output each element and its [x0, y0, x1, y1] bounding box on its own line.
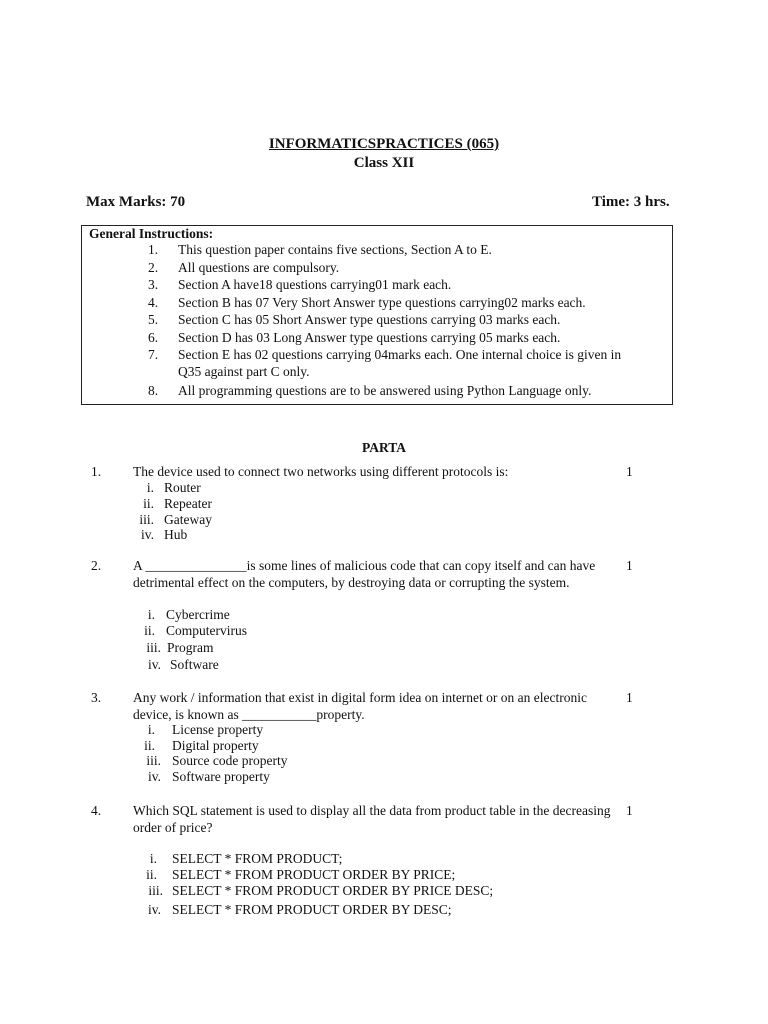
option-number: i. [147, 722, 155, 737]
question-number: 4. [91, 803, 102, 818]
instruction-text: Section C has 05 Short Answer type questions carrying 03 marks each. [178, 312, 561, 327]
instruction-text: Section B has 07 Very Short Answer type questions carrying02 marks each. [178, 295, 586, 310]
instruction-number: 5. [148, 312, 159, 327]
option-number: iv. [148, 657, 161, 672]
question-text: Any work / information that exist in digital form idea on internet or on an electronic device, is known as ___________property. [133, 690, 588, 722]
option-text: Computervirus [166, 623, 247, 638]
instruction-number: 3. [148, 277, 159, 292]
option [133, 769, 270, 785]
option [133, 607, 230, 623]
option [133, 753, 287, 769]
option-number: i. [149, 851, 157, 866]
option [133, 623, 247, 639]
option [133, 496, 212, 512]
option-text: Software property [172, 769, 270, 784]
question-marks: 1 [626, 464, 633, 479]
instruction-number: 2. [148, 260, 159, 275]
option [133, 512, 212, 528]
instruction-text: Section D has 03 Long Answer type questions carrying 05 marks each. [178, 330, 561, 345]
option [133, 867, 455, 883]
option [133, 851, 342, 867]
option-text: Repeater [164, 496, 212, 511]
instruction-text: Section E has 02 questions carrying 04marks each. One internal choice is given in Q35 against part C only. [178, 347, 622, 379]
option-text: Digital property [172, 738, 259, 753]
instruction-number: 1. [148, 242, 159, 257]
option-number: ii. [143, 496, 154, 511]
option-number: i. [147, 607, 155, 622]
max-marks: Max Marks: 70 [86, 194, 186, 210]
instruction-item [148, 311, 668, 328]
instruction-text: All questions are compulsory. [178, 260, 340, 275]
option-text: Router [164, 480, 201, 495]
question-text: Which SQL statement is used to display all the data from product table in the decreasing order of price? [133, 803, 611, 835]
instruction-text: Section A have18 questions carrying01 mark each. [178, 277, 452, 292]
option [133, 640, 214, 656]
option-number: iv. [148, 769, 161, 784]
option-text: Cybercrime [166, 607, 230, 622]
option-text: SELECT * FROM PRODUCT ORDER BY DESC; [172, 902, 452, 917]
option-number: iii. [146, 640, 161, 655]
question-marks: 1 [626, 803, 633, 818]
instruction-item [148, 346, 668, 379]
option-text: License property [172, 722, 264, 737]
option-number: i. [146, 480, 154, 495]
time-allowed: Time: 3 hrs. [592, 194, 670, 210]
instruction-item [148, 259, 668, 276]
option [133, 738, 259, 754]
instruction-number: 7. [148, 347, 159, 362]
option [133, 883, 493, 899]
instruction-item [148, 241, 668, 258]
part-title: PARTA [361, 440, 407, 455]
option-number: ii. [146, 867, 157, 882]
option-number: iii. [148, 883, 163, 898]
question-text: A _______________is some lines of malicious code that can copy itself and can have detrimental effect on the computers, by destroying data or corrupting the system. [133, 558, 596, 590]
instruction-number: 4. [148, 295, 159, 310]
option-text: SELECT * FROM PRODUCT ORDER BY PRICE DESC; [172, 883, 494, 898]
option-text: Source code property [172, 753, 288, 768]
option-number: iv. [141, 527, 154, 542]
option-text: Hub [164, 527, 188, 542]
instruction-item [148, 294, 668, 311]
option-number: iii. [146, 753, 161, 768]
question-number: 2. [91, 558, 102, 573]
option [133, 722, 263, 738]
option-number: ii. [144, 623, 155, 638]
option-number: iii. [139, 512, 154, 527]
option [133, 902, 452, 918]
question-text: The device used to connect two networks using different protocols is: [133, 464, 509, 479]
option-text: Software [170, 657, 219, 672]
question-number: 3. [91, 690, 102, 705]
option [133, 527, 187, 543]
class-label: Class XII [353, 155, 415, 171]
paper-title: INFORMATICSPRACTICES (065) [268, 136, 500, 152]
option-number: ii. [144, 738, 155, 753]
option [133, 657, 219, 673]
option-number: iv. [148, 902, 161, 917]
instruction-text: All programming questions are to be answered using Python Language only. [178, 383, 592, 398]
question-number: 1. [91, 464, 102, 479]
instruction-number: 6. [148, 330, 159, 345]
option-text: SELECT * FROM PRODUCT ORDER BY PRICE; [172, 867, 456, 882]
option-text: SELECT * FROM PRODUCT; [172, 851, 343, 866]
instructions-heading: General Instructions: [89, 226, 214, 241]
option-text: Program [167, 640, 214, 655]
option [133, 480, 201, 496]
instruction-item [148, 276, 668, 293]
instruction-item [148, 382, 668, 399]
question-marks: 1 [626, 558, 633, 573]
instruction-number: 8. [148, 383, 159, 398]
option-text: Gateway [164, 512, 212, 527]
instruction-text: This question paper contains five sections, Section A to E. [178, 242, 492, 257]
question-marks: 1 [626, 690, 633, 705]
instruction-item [148, 329, 668, 346]
